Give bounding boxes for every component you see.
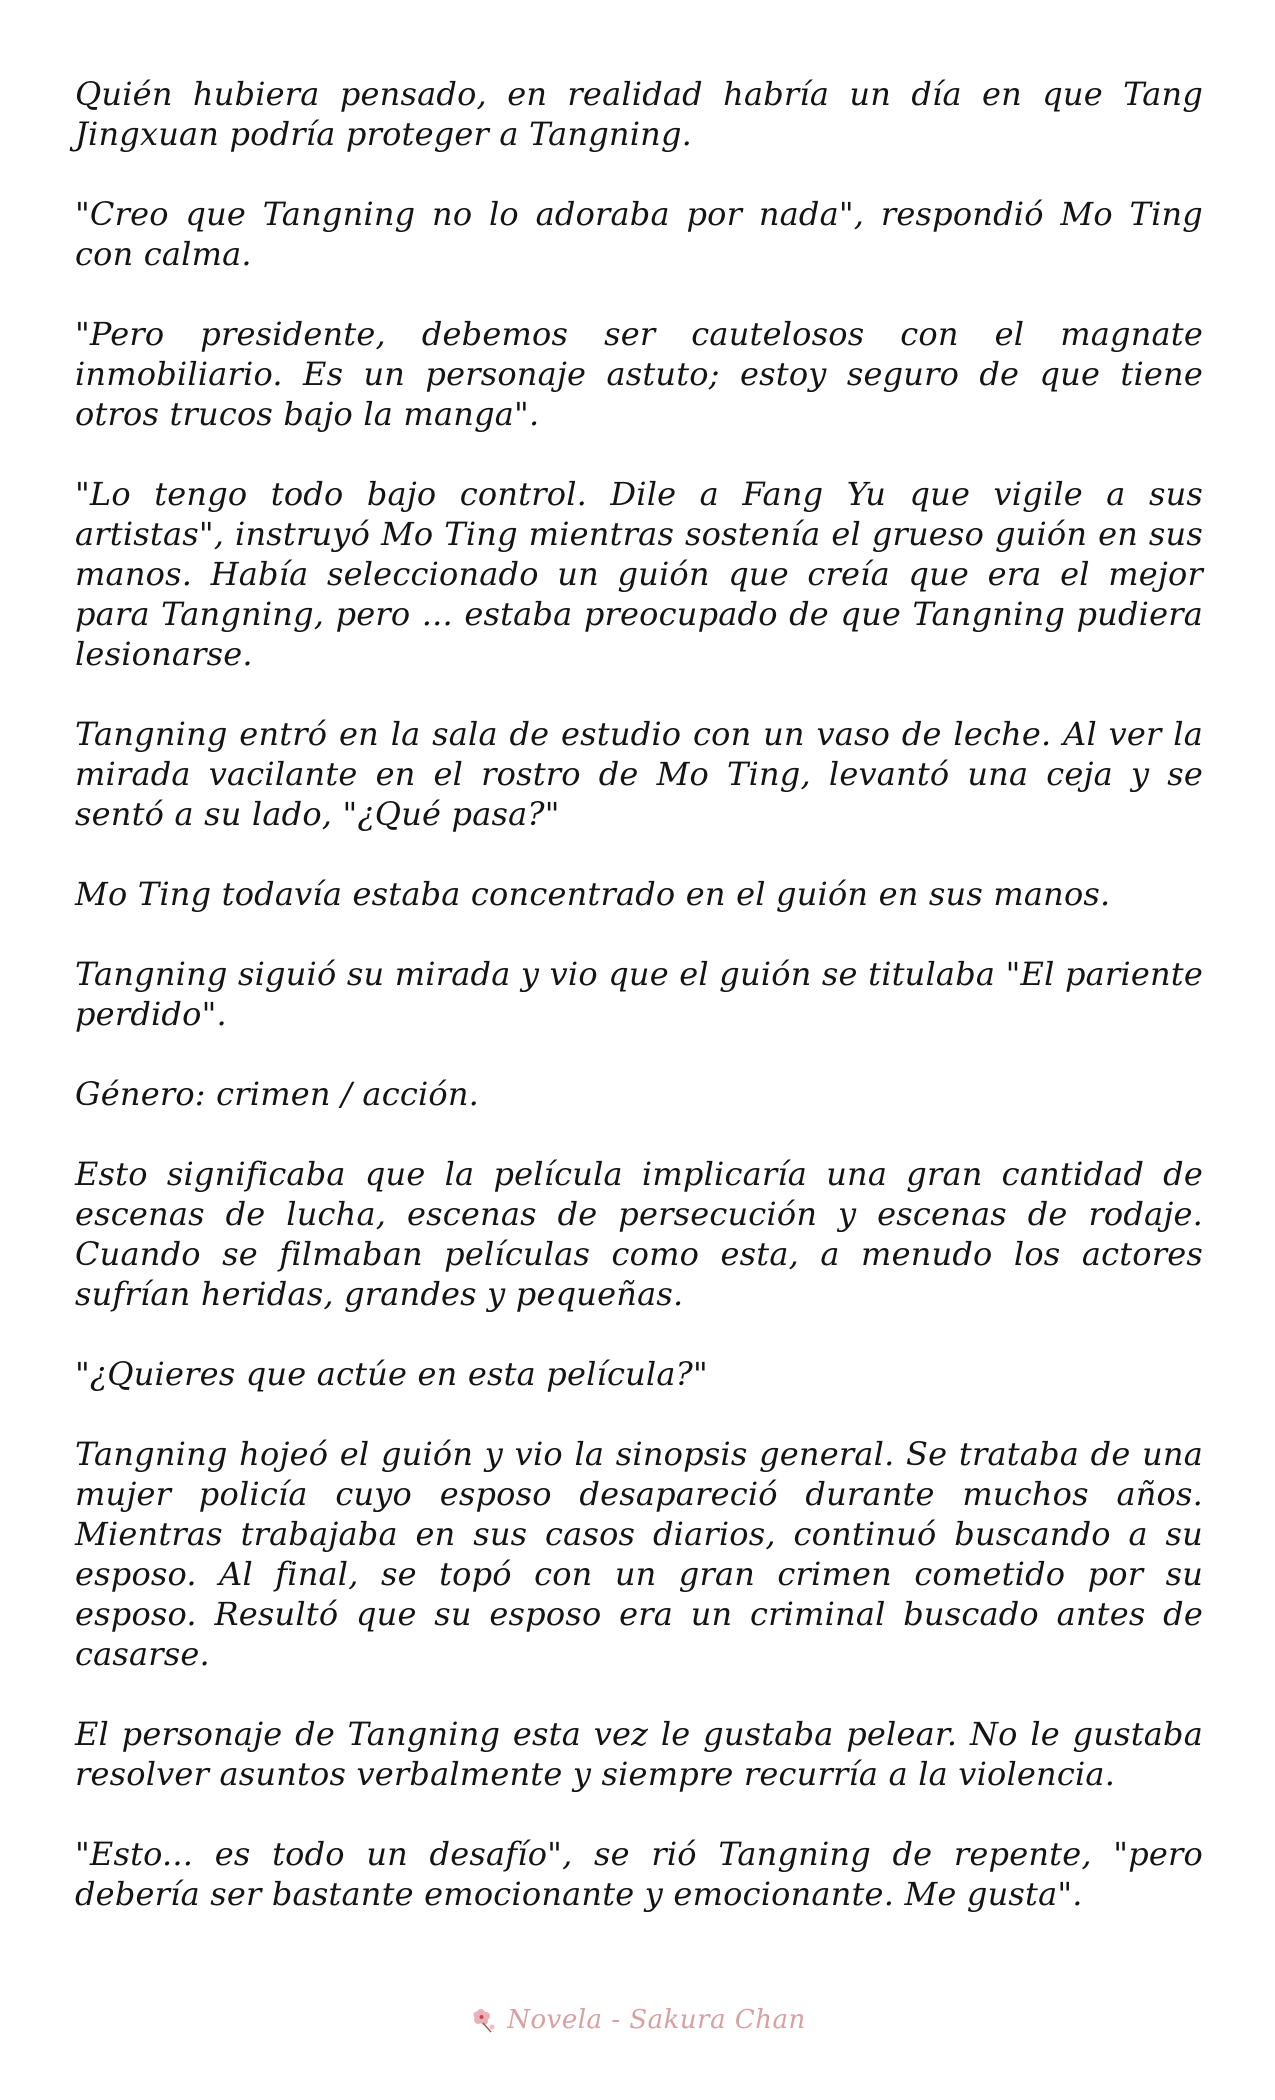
paragraph: "Creo que Tangning no lo adoraba por nada", respondió Mo Ting con calma.: [75, 195, 1203, 273]
paragraph: Esto significaba que la película implicaría una gran cantidad de escenas de lucha, escenas de persecución y escenas de rodaje. Cuando se filmaban películas como esta, a menudo los actores sufrían heridas, grandes y pequeñas.: [75, 1155, 1203, 1313]
paragraph: Tangning siguió su mirada y vio que el guión se titulaba "El pariente perdido".: [75, 955, 1203, 1033]
paragraph: Tangning entró en la sala de estudio con un vaso de leche. Al ver la mirada vacilante en el rostro de Mo Ting, levantó una ceja y se sentó a su lado, "¿Qué pasa?": [75, 715, 1203, 833]
paragraph: Género: crimen / acción.: [75, 1075, 480, 1113]
paragraph: El personaje de Tangning esta vez le gustaba pelear. No le gustaba resolver asuntos verbalmente y siempre recurría a la violencia.: [75, 1715, 1203, 1793]
paragraph: "Pero presidente, debemos ser cautelosos con el magnate inmobiliario. Es un personaje astuto; estoy seguro de que tiene otros trucos bajo la manga".: [75, 315, 1203, 433]
footer-text: Novela - Sakura Chan: [507, 2005, 806, 2035]
paragraph: Mo Ting todavía estaba concentrado en el guión en sus manos.: [75, 875, 1111, 913]
paragraph: Tangning hojeó el guión y vio la sinopsis general. Se trataba de una mujer policía cuyo esposo desapareció durante muchos años. Mientras trabajaba en sus casos diarios, continuó buscando a su esposo. Al final, se topó con un gran crimen cometido por su esposo. Resultó que su esposo era un criminal buscado antes de casarse.: [75, 1435, 1203, 1673]
paragraph: "¿Quieres que actúe en esta película?": [75, 1355, 708, 1393]
document-body: [75, 74, 1203, 1954]
paragraph: "Lo tengo todo bajo control. Dile a Fang Yu que vigile a sus artistas", instruyó Mo Ting mientras sostenía el grueso guión en sus manos. Había seleccionado un guión que creía que era el mejor para Tangning, pero ... estaba preocupado de que Tangning pudiera lesionarse.: [75, 475, 1203, 673]
footer-watermark: [0, 1998, 1275, 2042]
paragraph: "Esto... es todo un desafío", se rió Tangning de repente, "pero debería ser bastante emocionante y emocionante. Me gusta".: [75, 1835, 1203, 1913]
paragraph: Quién hubiera pensado, en realidad habría un día en que Tang Jingxuan podría proteger a Tangning.: [75, 75, 1203, 153]
sakura-blossom-icon: [469, 2005, 499, 2035]
